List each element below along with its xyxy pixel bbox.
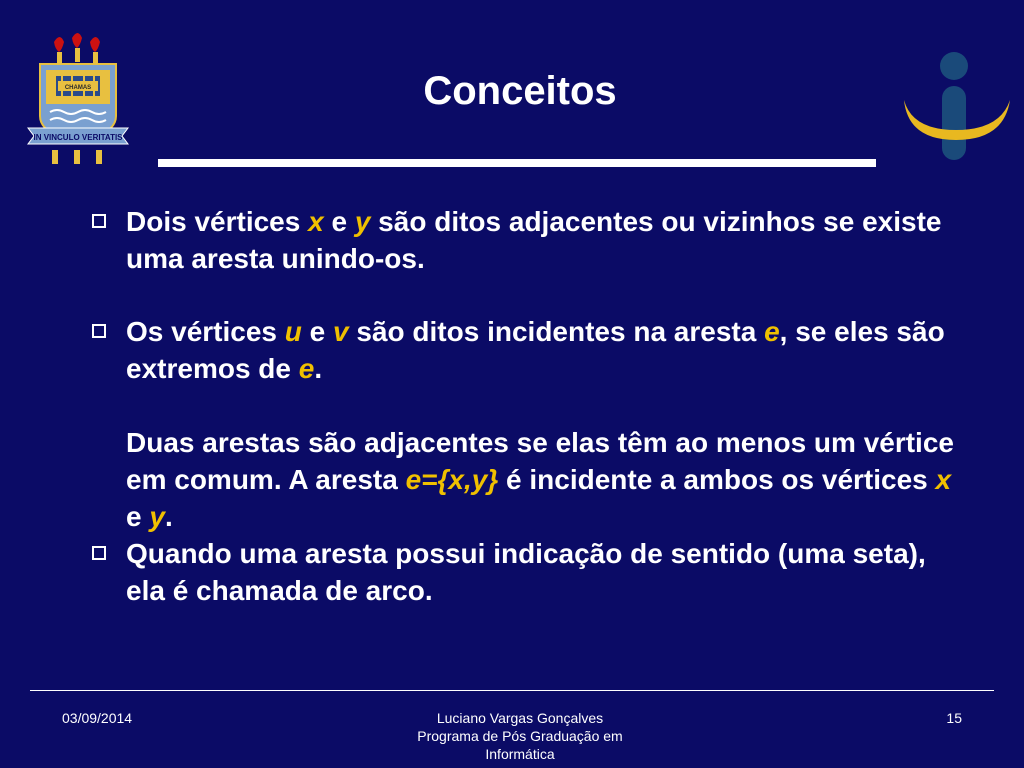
bullet-item: [90, 535, 970, 609]
text-run: e: [323, 206, 355, 237]
informatics-logo: [896, 40, 1024, 168]
bullet-item: [90, 203, 970, 277]
text-run: Os vértices: [126, 316, 285, 347]
footer-date: 03/09/2014: [62, 710, 133, 726]
bullet-text: [126, 313, 970, 387]
text-run: .: [314, 353, 323, 384]
bullet-item: [90, 313, 970, 535]
math-variable: x: [308, 206, 324, 237]
bullet-paragraph: [126, 424, 970, 535]
text-run: Quando uma aresta possui indicação de sentido (uma seta), ela é chamada de arco.: [126, 538, 926, 606]
math-variable: e={x,y}: [405, 464, 499, 495]
text-run: e: [301, 316, 334, 347]
math-variable: y: [149, 501, 165, 532]
text-run: , se eles são extremos de: [126, 316, 945, 384]
text-run: são ditos adjacentes ou vizinhos se existe uma aresta unindo-os.: [126, 206, 942, 274]
square-bullet-icon: [92, 324, 106, 338]
square-bullet-icon: [92, 214, 106, 228]
math-variable: v: [333, 316, 349, 347]
text-run: é incidente a ambos os vértices: [498, 464, 936, 495]
text-run: .: [164, 501, 173, 532]
text-run: Duas arestas são adjacentes se elas têm ao menos um vértice em comum. A aresta: [126, 427, 954, 495]
math-variable: y: [354, 206, 371, 237]
math-variable: x: [935, 464, 952, 495]
footer-divider: [30, 690, 994, 691]
math-variable: e: [764, 316, 780, 347]
seal-center-text: CHAMAS: [64, 85, 92, 91]
footer-author: Luciano Vargas Gonçalves: [436, 710, 604, 726]
footer-program-line1: Programa de Pós Graduação em: [417, 728, 623, 744]
math-variable: e: [298, 353, 315, 384]
math-variable: u: [284, 316, 302, 347]
footer-author-info: [370, 709, 670, 763]
square-bullet-icon: [92, 546, 106, 560]
title-underline: [158, 159, 876, 167]
footer-program-line2: Informática: [485, 746, 555, 762]
slide-title: Conceitos: [423, 69, 617, 113]
text-run: são ditos incidentes na aresta: [348, 316, 765, 347]
university-seal-logo: [26, 32, 130, 168]
text-run: e: [126, 501, 150, 532]
bullet-text: [126, 535, 970, 609]
text-run: Dois vértices: [126, 206, 309, 237]
seal-banner-text: IN VINCULO VERITATIS: [33, 133, 123, 142]
bullet-text: [126, 203, 970, 277]
slide-page-number: 15: [946, 710, 962, 726]
slide-body: [90, 203, 970, 609]
